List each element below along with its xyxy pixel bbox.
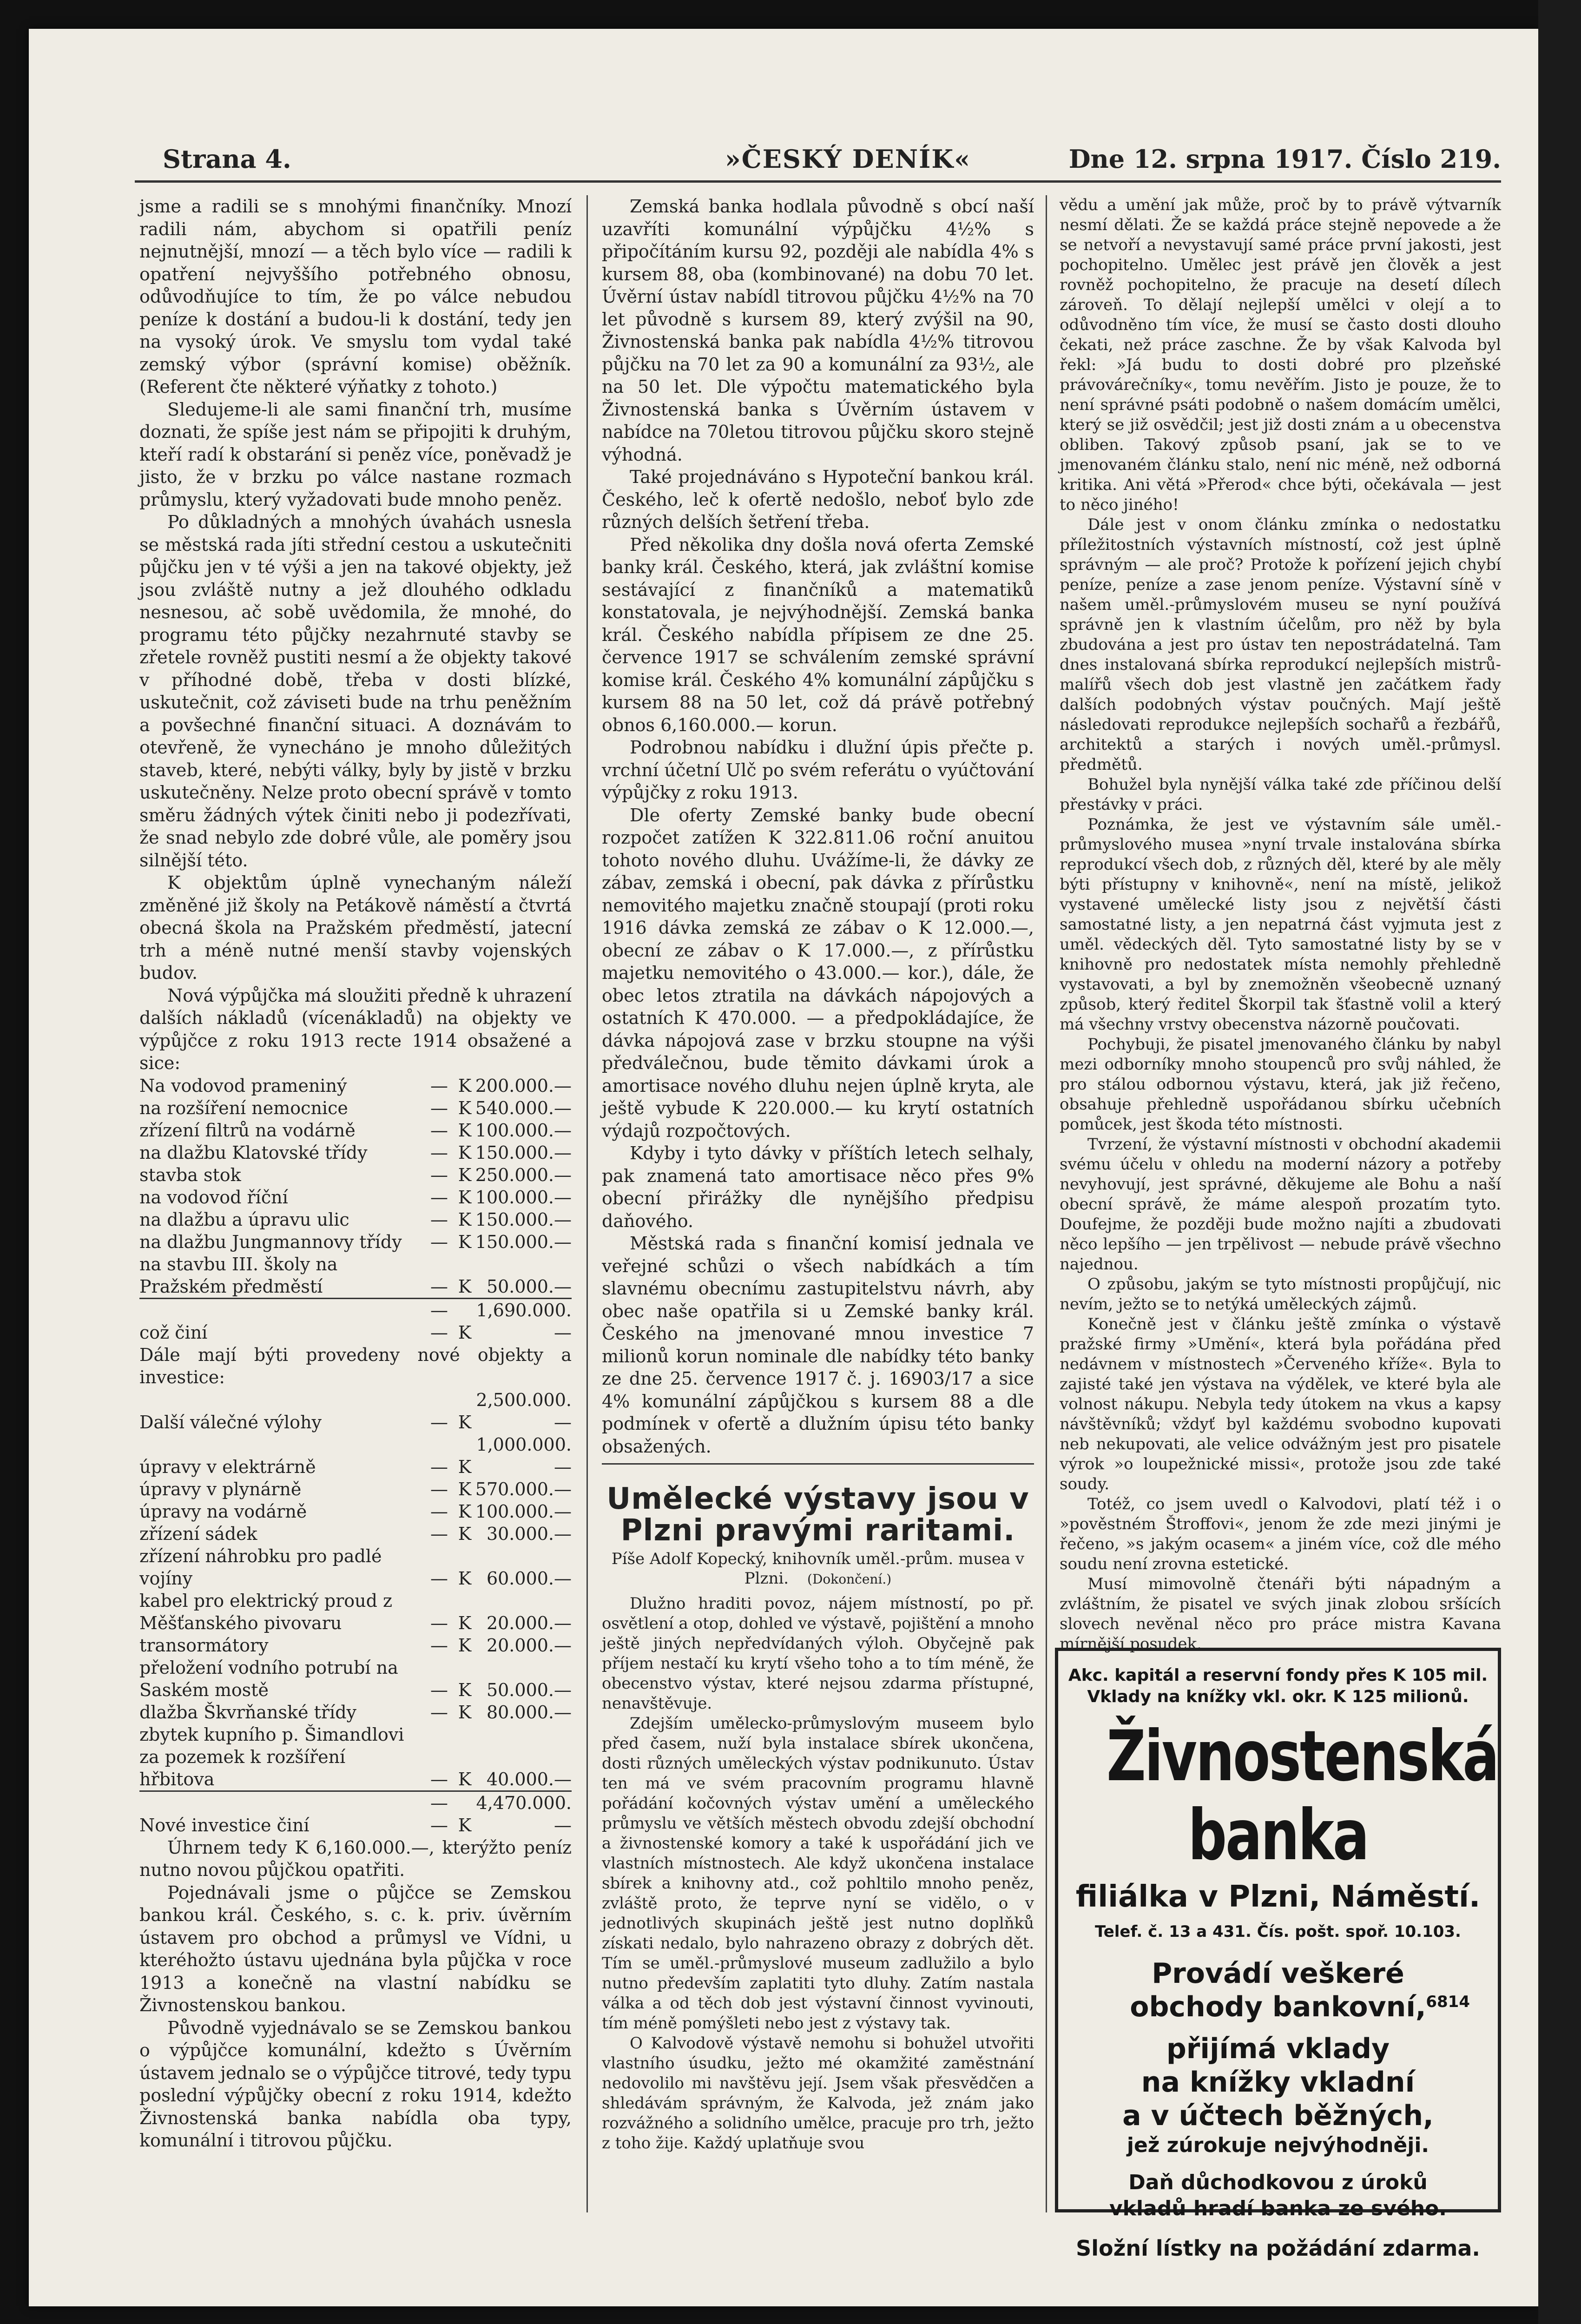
- issue-number: Číslo 219.: [1361, 144, 1501, 174]
- row-dash: —: [430, 1209, 448, 1230]
- row-item: na dlažbu Jungmannovy třídy: [139, 1231, 402, 1252]
- paragraph: O způsobu, jakým se tyto místnosti propůjčují, nic nevím, ježto se to netýká uměleckých zájmů.: [1060, 1275, 1501, 1314]
- costs-table-2: [139, 1389, 572, 1836]
- row-item: úpravy v elektrárně: [139, 1456, 316, 1477]
- table-row: [139, 1253, 572, 1299]
- row-amount: 200.000.—: [475, 1075, 572, 1096]
- paragraph: Dle oferty Zemské banky bude obecní rozpočet zatížen K 322.811.06 roční anuitou tohoto nového dluhu. Uvážíme-li, že dávky ze zábav, zemská i obecní, pak dávka z přírůstku nemovitého majetku značně stoupají (proti roku 1916 dávka zemská ze zábav o K 12.000.—, obecní ze zábav o K 17.000.—, z přírůstku majetku nemovitého o 43.000.— kor.), dále, že obec letos ztratila na dávkách nápojových a ostatních K 470.000. — a předpokládajíce, že dávka nápojová zase v brzku stoupne na výši předválečnou, bude těmito dávkami úrok a amortisace nového dluhu nejen úplně kryta, ale ještě vybude K 220.000.— ku krytí ostatních výdajů rozpočtových.: [602, 805, 1034, 1141]
- row-item: úpravy na vodárně: [139, 1501, 307, 1522]
- table-row: [139, 1075, 572, 1097]
- ad-line: Daň důchodkovou z úroků: [1128, 2171, 1428, 2194]
- row-dash: —: [430, 1523, 448, 1544]
- row-amount: 20.000.—: [486, 1612, 572, 1633]
- row-currency: K: [458, 1479, 472, 1499]
- row-item: na vodovod říční: [139, 1187, 288, 1208]
- row-item: zřízení sádek: [139, 1523, 257, 1544]
- paragraph: Úhrnem tedy K 6,160.000.—, kterýžto peníz nutno novou půjčkou opatřiti.: [139, 1837, 572, 1880]
- row-item: na dlažbu Klatovské třídy: [139, 1142, 368, 1163]
- row-dash: —: [430, 1075, 448, 1096]
- ad-deposits: Vklady na knížky vkl. okr. K 125 milionů.: [1087, 1687, 1469, 1706]
- total-label: což činí: [139, 1322, 208, 1343]
- table-row: [139, 1186, 572, 1208]
- issue-date: Dne 12. srpna 1917.: [1068, 144, 1353, 174]
- table-row: [139, 1723, 572, 1791]
- paragraph: O Kalvodově výstavě nemohu si bohužel utvořiti vlastního úsudku, ježto mé okamžité zaměstnání nedovolilo mi navštěvu její. Jsem však přesvědčen a shledávám správným, že Kalvoda, jež znám jako rozvážného a solidního umělce, pracuje pro trh, ježto z toho žije. Každý uplatňuje svou: [602, 2034, 1034, 2152]
- row-dash: —: [430, 1187, 448, 1208]
- row-dash: —: [430, 1568, 448, 1589]
- row-item: úpravy v plynárně: [139, 1479, 302, 1499]
- row-item: Další válečné výlohy: [139, 1412, 322, 1433]
- row-amount: 50.000.—: [486, 1679, 572, 1700]
- paragraph: Poznámka, že jest ve výstavním sále uměl.-průmyslového musea »nyní trvale instalována sbírka reprodukcí všech dob, z různých děl, které by ale měly býti přístupny v knihovně«, není na místě, jelikož vystavené umělecké listy jsou z největší části samostatné listy, a jen nepatrná část vyjmuta jest z uměl. vědeckých děl. Tyto samostatné listy by se v knihovně pro nedostatek místa nemohly přehledně vystavovati, a byl by znemožněn všeobecně uznaný způsob, který ředitel Škorpil tak šťastně volil a který má všechny vrstvy obecenstva názorně poučovati.: [1060, 815, 1501, 1034]
- paragraph: Nová výpůjčka má sloužiti předně k uhrazení dalších nákladů (vícenákladů) na objekty ve výpůjčce z roku 1913 recte 1914 obsažené a sice:: [139, 985, 572, 1073]
- paragraph: Dále jest v onom článku zmínka o nedostatku příležitostních výstavních místností, což jest úplně správným — ale proč? Protože k pořízení jejich chybí peníze, peníze a zase jenom peníze. Výstavní síně v našem uměl.-průmyslovém museu se nyní používá správně jen k vlastním účelům, pro něž by byla zbudována a jest pro ústav ten nepostrádatelná. Tam dnes instalovaná sbírka reprodukcí nejlepších mistrů-malířů všech dob jest vlastně jen začátkem řady dalších podobných výstav poučných. Mají ještě následovati reprodukce nejlepších sochařů a řezbářů, architektů a starých i nových uměl.-průmysl. předmětů.: [1060, 515, 1501, 774]
- paragraph: Pojednávali jsme o půjčce se Zemskou bankou král. Českého, s. c. k. priv. úvěrním ústavem pro obchod a průmysl ve Vídni, u kteréhožto ústavu ujednána byla půjčka v roce 1913 a konečně na vlastní nabídku se Živnostenskou bankou.: [139, 1882, 572, 2015]
- row-item: na rozšíření nemocnice: [139, 1097, 348, 1118]
- paragraph: Před několika dny došla nová oferta Zemské banky král. Českého, která, jak zvláštní komise sestávající z finančníků a matematiků konstatovala, je nejvýhodnější. Zemská banka král. Českého nabídla přípisem ze dne 25. července 1917 se schválením zemské správní komise král. Českého 4% komunální zápůjčku s kursem 88 na 50 let, což dá právě potřebný obnos 6,160.000.— korun.: [602, 534, 1034, 735]
- ad-line: obchody bankovní,: [1130, 1991, 1426, 2023]
- row-currency: K: [458, 1231, 472, 1252]
- row-currency: K: [458, 1501, 472, 1522]
- paragraph: Zdejším umělecko-průmyslovým museem bylo před časem, nuží byla instalace sbírek ukončena, dosti různých uměleckých výstav podnikunuto. Ústav ten má ve svém pracovním programu hlavně pořádání kočovných výstav umění a uměleckého průmyslu ve větších městech obvodu zdejší obchodní a živnostenské komory a také k uspořádání jich ve vlastních místnostech. Ale když ukončena instalace sbírek a knihovny atd., což pohltilo mnoho peněz, zvláště proto, že teprve nyní se vidělo, o v jednotlivých skupinách ještě jest nutno doplňků získati nedalo, bylo nahrazeno obrazy z dobrých dět. Tím se uměl.-průmyslové museum zadlužilo a bylo nutno především zaplatiti tyto dluhy. Zatím nastala válka a od těch dob jest výstavní činnost vyvinouti, tím méně pomýšleti nebo jest z výstavy tak.: [602, 1714, 1034, 2033]
- costs-table-1: [139, 1075, 572, 1344]
- row-amount: 60.000.—: [486, 1568, 572, 1589]
- row-amount: 2,500.000.—: [476, 1389, 572, 1433]
- total-amount: 1,690.000.—: [476, 1300, 572, 1343]
- ad-line: přijímá vklady: [1166, 2033, 1390, 2065]
- row-amount: 40.000.—: [486, 1769, 572, 1789]
- issue-info: [1069, 144, 1501, 174]
- row-amount: 150.000.—: [475, 1231, 572, 1252]
- row-item: transormátory: [139, 1635, 269, 1656]
- paragraph: Po důkladných a mnohých úvahách usnesla se městská rada jíti střední cestou a uskutečniti půjčku jen v té výši a jen na takové objekty, jež jsou zvláště nutny a jež dlouhého odkladu nesnesou, ač sobě uvědomila, že mnohé, do programu této půjčky nezahrnuté stavby se zřetele rovněž pustiti nesmí a že objekty takové v příhodné době, třeba v dosti blízké, uskutečnit, což záviseti bude na trhu peněžním a povšechné finanční situaci. A doznávám to otevřeně, že vynecháno je mnoho důležitých staveb, které, nebýti války, byly by jistě v brzku uskutečněny. Nelze proto obecní správě v tomto směru žádných výtek činiti nebo ji podezřívati, že snad nebylo zde dobré vůle, ale poměry jsou silnější této.: [139, 512, 572, 871]
- total-amount: 4,470.000.—: [476, 1792, 572, 1835]
- bank-advertisement: [1055, 1648, 1501, 2261]
- row-item: zbytek kupního p. Šimandlovi za pozemek k rozšíření hřbitova: [139, 1724, 404, 1789]
- row-currency: K: [458, 1097, 472, 1118]
- section-divider: [602, 1463, 1034, 1465]
- table-row: [139, 1208, 572, 1231]
- row-dash: —: [430, 1276, 448, 1297]
- row-dash: —: [430, 1456, 448, 1477]
- row-dash: —: [430, 1120, 448, 1141]
- row-dash: —: [430, 1769, 448, 1789]
- row-currency: K: [458, 1612, 472, 1633]
- table-row: [139, 1433, 572, 1478]
- row-item: zřízení filtrů na vodárně: [139, 1120, 356, 1141]
- table-row: [139, 1097, 572, 1119]
- byline-text: Píše Adolf Kopecký, knihovník uměl.-prům. musea v Plzni.: [611, 1550, 1025, 1588]
- ad-capital: Akc. kapitál a reservní fondy přes K 105 mil.: [1068, 1666, 1488, 1685]
- total-row-2: Nové investice činí — — K 4,470.000.—: [139, 1791, 572, 1836]
- paragraph: Bohužel byla nynější válka také zde příčinou delší přestávky v práci.: [1060, 775, 1501, 814]
- ad-phone: Telef. č. 13 a 431. Čís. pošt. spoř. 10.103.: [1095, 1922, 1461, 1941]
- row-dash: —: [430, 1612, 448, 1633]
- paragraph: Sledujeme-li ale sami finanční trh, musíme doznati, že spíše jest nám se připojiti k druhým, kteří radí k obstarání si peněz více, poněvadž je jisto, že v brzku po válce nastane rozmach průmyslu, který vyžadovati bude mnoho peněz.: [139, 399, 572, 510]
- ad-bank-name: Živnostenská banka: [1107, 1716, 1498, 1876]
- paragraph: Původně vyjednávalo se se Zemskou bankou o výpůjčce komunální, kdežto s Úvěrním ústavem jednalo se o výpůjčce titrové, tedy typu poslední výpůjčky obecní z roku 1914, kdežto Živnostenská banka nabídla oba typy, komunální i titrovou půjčku.: [139, 2017, 572, 2151]
- row-item: na stavbu III. školy na Pražském předměstí: [139, 1254, 338, 1297]
- row-amount: 30.000.—: [486, 1523, 572, 1544]
- continued-note: (Dokončení.): [807, 1571, 892, 1587]
- column-1: [139, 195, 572, 2152]
- row-amount: 540.000.—: [475, 1097, 572, 1118]
- ad-line: na knížky vkladní: [1141, 2066, 1415, 2099]
- row-dash: —: [430, 1097, 448, 1118]
- row-currency: K: [458, 1209, 472, 1230]
- ad-number: 6814: [1426, 1993, 1470, 2011]
- row-dash: —: [430, 1142, 448, 1163]
- row-dash: —: [430, 1479, 448, 1499]
- row-amount: 250.000.—: [475, 1164, 572, 1185]
- row-item: Na vodovod prameniný: [139, 1075, 347, 1096]
- row-currency: K: [458, 1456, 472, 1477]
- paragraph: Musí mimovolně čtenáři býti nápadným a zvláštním, že pisatel ve svých jinak zlobou sršících slovech nevěnal něco pro práce mistra Kavana mírnější posudek.: [1060, 1575, 1501, 1653]
- row-currency: K: [458, 1142, 472, 1163]
- row-currency: K: [458, 1702, 472, 1723]
- paragraph: Dlužno hraditi povoz, nájem místností, po př. osvětlení a otop, dohled ve výstavě, pojištění a mnoho ještě jiných nepředvídaných výloh. Obyčejně pak příjem nestačí ku krytí všeho toho a to tím méně, že obecenstvo výstav, které nejsou zdarma přístupné, nenavštěvuje.: [602, 1594, 1034, 1713]
- row-amount: 150.000.—: [475, 1209, 572, 1230]
- row-dash: —: [430, 1231, 448, 1252]
- table-row: [139, 1634, 572, 1657]
- paragraph: Totéž, co jsem uvedl o Kalvodovi, platí též i o »pověstném Štroffovi«, jenom že zde mezi jinými je řečeno, »s jakým ocasem« a jiném více, což dle mého soudu není zrovna estetické.: [1060, 1495, 1501, 1573]
- row-amount: 100.000.—: [475, 1501, 572, 1522]
- row-currency: K: [458, 1187, 472, 1208]
- row-item: zřízení náhrobku pro padlé vojíny: [139, 1545, 382, 1589]
- table-row: [139, 1478, 572, 1500]
- column-rule-1: [586, 195, 588, 2212]
- table-row: [139, 1500, 572, 1523]
- paragraph: Zemská banka hodlala původně s obcí naší uzavříti komunální výpůjčku 4½% s připočítáním kursu 92, později ale nabídla 4% s kursem 88, oba (kombinované) na dobu 70 let. Úvěrní ústav nabídl titrovou půjčku 4½% na 70 let původně s kursem 89, který zvýšil na 90, Živnostenská banka pak nabídla 4½% titrovou půjčku na 70 let za 90 a komunální za 93½, ale na 50 let. Dle výpočtu matematického byla Živnostenská banka s Úvěrním ústavem v nabídce na 70letou titrovou půjčku skoro stejně výhodná.: [602, 196, 1034, 465]
- total-row-1: což činí — — K 1,690.000.—: [139, 1298, 572, 1344]
- row-dash: —: [430, 1412, 448, 1433]
- row-dash: —: [430, 1164, 448, 1185]
- row-currency: K: [458, 1164, 472, 1185]
- row-currency: K: [458, 1120, 472, 1141]
- paragraph: Podrobnou nabídku i dlužní úpis přečte p. vrchní účetní Ulč po svém referátu o vyúčtování výpůjčky z roku 1913.: [602, 737, 1034, 803]
- paragraph: jsme a radili se s mnohými finančníky. Mnozí radili nám, abychom si opatřili peníz nejnutnější, mnozí — a těch bylo více — radili k opatření nejvyššího potřebného obnosu, odůvodňujíce to tím, že po válce nebudou peníze k dostání a budou-li k dostání, tedy jen na vysoký úrok. Ve smyslu tom vydal také zemský výbor (správní komise) oběžník. (Referent čte některé výňatky z tohoto.): [139, 196, 572, 397]
- row-amount: 80.000.—: [486, 1702, 572, 1723]
- row-item: na dlažbu a úpravu ulic: [139, 1209, 349, 1230]
- row-dash: —: [430, 1501, 448, 1522]
- total-label: Nové investice činí: [139, 1815, 310, 1835]
- paragraph: Dále mají býti provedeny nové objekty a investice:: [139, 1344, 572, 1387]
- paragraph: Pochybuji, že pisatel jmenovaného článku by nabyl mezi odborníky mnoho stoupenců pro svůj náhled, že pro stálou odbornou výstavu, která, jak již řečeno, obsahuje přehledně uspořádanou sbírku učebních pomůcek, jest škoda této místnosti.: [1060, 1035, 1501, 1134]
- paragraph: vědu a umění jak může, proč by to právě výtvarník nesmí dělati. Že se každá práce stejně nepovede a že se netvoří a nevystavují samé práce první jakosti, jest pochopitelno. Umělec jest právě jen člověk a jest rovněž pochopitelno, že pracuje na desetí dílech zároveň. To dělají nejlepší umělci v olejí a to odůvodněno tím více, že musí se často dosti dlouho čekati, než práce zaschne. Že by však Kalvoda byl řekl: »Já budu to dosti dobré pro plzeňské právovárečníky«, tomu nevěřím. Jisto je pouze, že to není správné psáti podobně o našem domácím umělci, který se již osvědčil; jest již dosti znám a u obecenstva obliben. Takový způsob psaní, jak se to ve jmenovaném článku stalo, není nic méně, než odborná kritika. Ani větá »Přerod« chce býti, očekávala — jest to něco jiného!: [1060, 196, 1501, 514]
- ad-line: vkladů hradí banka ze svého.: [1109, 2197, 1447, 2220]
- article-title: Umělecké výstavy jsou v Plzni pravými raritami.: [606, 1482, 1029, 1548]
- row-amount: 20.000.—: [486, 1635, 572, 1656]
- ad-branch: filiálka v Plzni, Náměstí.: [1075, 1880, 1481, 1914]
- ad-line: a v účtech běžných,: [1122, 2100, 1434, 2132]
- page-number: Strana 4.: [163, 144, 291, 174]
- row-amount: 100.000.—: [475, 1187, 572, 1208]
- page-header: [135, 139, 1501, 183]
- row-dash: —: [430, 1679, 448, 1700]
- column-2: [602, 195, 1034, 2153]
- row-amount: 100.000.—: [475, 1120, 572, 1141]
- column-3: [1060, 195, 1501, 1654]
- ad-line: jež zúrokuje nejvýhodněji.: [1126, 2133, 1429, 2157]
- table-row: [139, 1590, 572, 1634]
- row-item: kabel pro elektrický proud z Měšťanského pivovaru: [139, 1590, 393, 1633]
- ad-line: Složní lístky na požádání zdarma.: [1076, 2236, 1480, 2261]
- row-currency: K: [458, 1635, 472, 1656]
- table-row: [139, 1545, 572, 1590]
- ad-capital-line: [1058, 1665, 1498, 1708]
- row-currency: K: [458, 1679, 472, 1700]
- table-row: [139, 1657, 572, 1701]
- table-row: [139, 1164, 572, 1186]
- paragraph: Kdyby i tyto dávky v příštích letech selhaly, pak znamená tato amortisace něco přes 9% obecní přirážky dle nynějšího předpisu daňového.: [602, 1143, 1034, 1231]
- row-currency: K: [458, 1568, 472, 1589]
- paragraph: Tvrzení, že výstavní místnosti v obchodní akademii svému účelu v ohledu na moderní názory a potřeby nevyhovují, jest správné, děkujeme ale Bohu a naší obecní správě, že máme alespoň prozatím tyto. Doufejme, že později bude možno najíti a zbudovati něco lepšího — jen trpělivost — nebude právě všechno najednou.: [1060, 1135, 1501, 1274]
- row-amount: 150.000.—: [475, 1142, 572, 1163]
- paragraph: Městská rada s finanční komisí jednala ve veřejné schůzi o všech nabídkách a tím slavnému obecnímu zastupitelstvu návrh, aby obec naše opatřila si u Zemské banky král. Českého na jmenované mnou investice 7 milionů korun nominale dle nabídky této banky ze dne 25. července 1917 č. j. 16903/17 a sice 4% komunální zápůjčkou s kursem 88 a dle podmínek v ofertě a dlužním úpisu této banky obsažených.: [602, 1233, 1034, 1457]
- scan-edge: [1538, 0, 1581, 2324]
- row-currency: K: [458, 1276, 472, 1297]
- table-row: [139, 1523, 572, 1545]
- table-row: [139, 1142, 572, 1164]
- paragraph: Konečně jest v článku ještě zmínka o výstavě pražské firmy »Umění«, která byla pořádána před nedávnem v místnostech »Červeného kříže«. Byla to zajisté také jen výstava na výdělek, ve které byla ale volnost nákupu. Nebyla tedy útokem na vkus a kapsy návštěvníků; vždyť byl každému svobodno kupovati neb nekupovati, ale velice odvážným jest pro pisatele výrok »o loupežnické missi«, protože jsou zde také soudy.: [1060, 1315, 1501, 1493]
- table-row: [139, 1231, 572, 1253]
- paragraph: Také projednáváno s Hypoteční bankou král. Českého, leč k ofertě nedošlo, neboť bylo zde různých delších šetření třeba.: [602, 467, 1034, 532]
- column-rule-2: [1046, 195, 1047, 2212]
- row-item: přeložení vodního potrubí na Saském mostě: [139, 1657, 398, 1700]
- row-amount: 1,000.000.—: [476, 1434, 572, 1477]
- row-currency: K: [458, 1769, 472, 1789]
- row-currency: K: [458, 1412, 472, 1433]
- article-byline: [602, 1549, 1034, 1589]
- row-currency: K: [458, 1523, 472, 1544]
- row-currency: K: [458, 1075, 472, 1096]
- ad-line: Provádí veškeré: [1152, 1957, 1404, 1990]
- paper-title: »ČESKÝ DENÍK«: [725, 144, 971, 174]
- row-item: dlažba Škvrňanské třídy: [139, 1702, 356, 1723]
- table-row: [139, 1389, 572, 1433]
- row-item: stavba stok: [139, 1164, 241, 1185]
- row-dash: —: [430, 1635, 448, 1656]
- row-amount: 50.000.—: [486, 1276, 572, 1297]
- table-row: [139, 1701, 572, 1723]
- row-dash: —: [430, 1702, 448, 1723]
- table-row: [139, 1119, 572, 1142]
- row-amount: 570.000.—: [475, 1479, 572, 1499]
- paragraph: K objektům úplně vynechaným náleží změněné již školy na Petákově náměstí a čtvrtá obecná škola na Pražském předměstí, jatecní trh a méně nutné menší stavby vojenských budov.: [139, 872, 572, 983]
